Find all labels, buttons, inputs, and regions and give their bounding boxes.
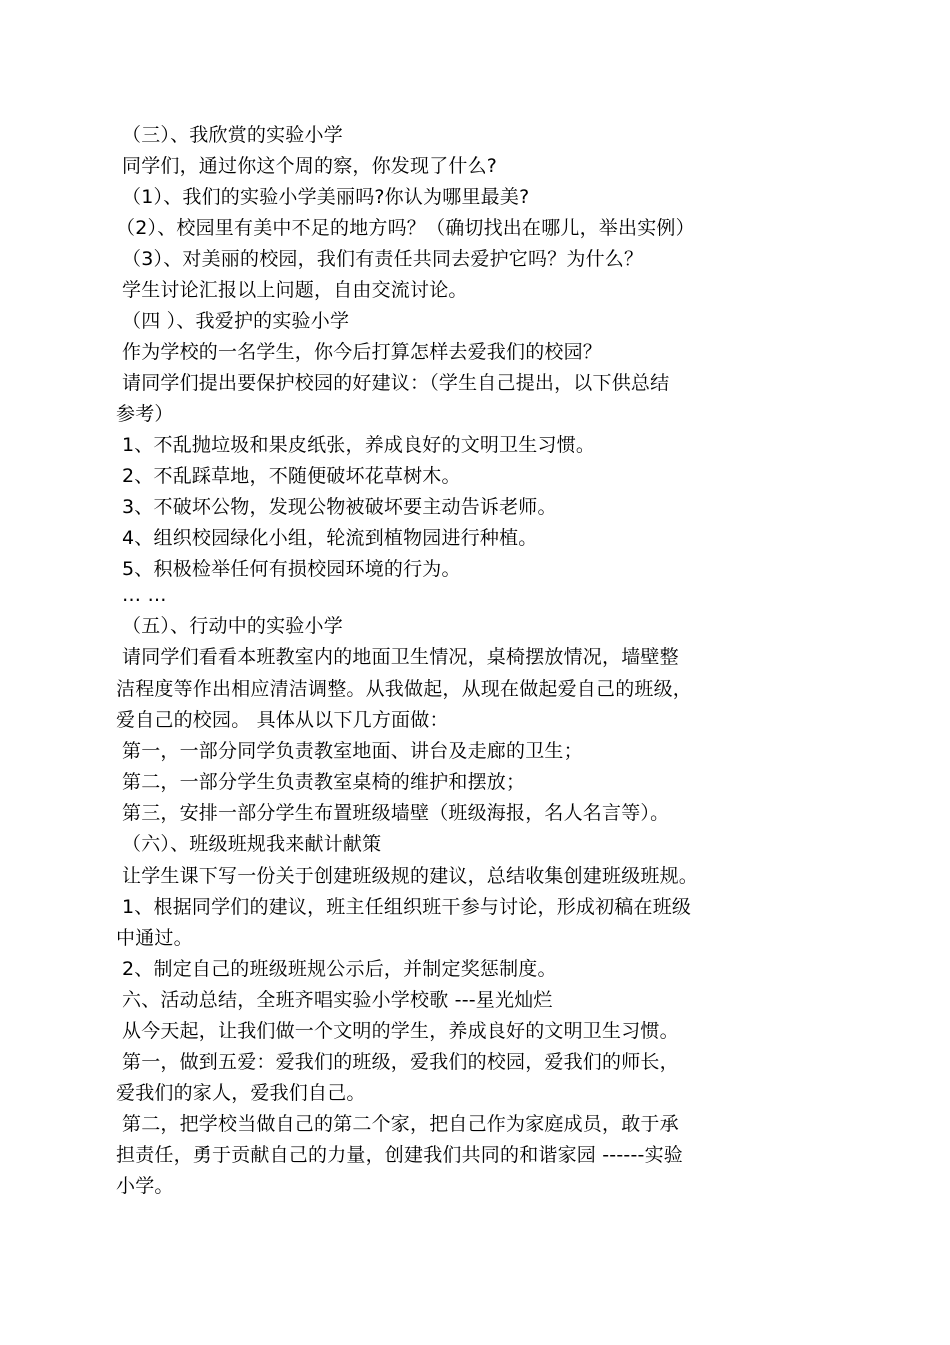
question-3: （3）、对美丽的校园，我们有责任共同去爱护它吗？为什么？	[122, 248, 644, 270]
paragraph-line: 中通过。	[116, 927, 193, 949]
suggestion-item-1: 1、不乱抛垃圾和果皮纸张，养成良好的文明卫生习惯。	[122, 434, 596, 456]
paragraph-line: 小学。	[116, 1175, 174, 1197]
action-item-1: 第一，一部分同学负责教室地面、讲台及走廊的卫生；	[122, 740, 583, 762]
suggestion-item-2: 2、不乱踩草地，不随便破坏花草树木。	[122, 465, 461, 487]
suggestion-item-4: 4、组织校园绿化小组，轮流到植物园进行种植。	[122, 527, 538, 549]
section-heading-4: （四 ）、我爱护的实验小学	[122, 310, 350, 332]
action-item-2: 第二，一部分学生负责教室桌椅的维护和摆放；	[122, 771, 526, 793]
section-heading-6: （六）、班级班规我来献计献策	[122, 833, 382, 855]
section-heading-3: （三）、我欣赏的实验小学	[122, 124, 343, 146]
paragraph-line: 学生讨论汇报以上问题，自由交流讨论。	[122, 279, 468, 301]
paragraph-line: 爱我们的家人，爱我们自己。	[116, 1082, 366, 1104]
paragraph-line: 从今天起，让我们做一个文明的学生，养成良好的文明卫生习惯。	[122, 1020, 679, 1042]
ellipsis-line: … …	[122, 584, 167, 606]
paragraph-line: 爱自己的校园。 具体从以下几方面做：	[116, 709, 449, 731]
question-1: （1）、我们的实验小学美丽吗?你认为哪里最美?	[122, 186, 530, 208]
paragraph-line: 同学们，通过你这个周的察，你发现了什么?	[122, 155, 498, 177]
paragraph-line: 请同学们看看本班教室内的地面卫生情况，桌椅摆放情况，墙壁整	[122, 646, 679, 668]
rule-item-2: 2、制定自己的班级班规公示后，并制定奖惩制度。	[122, 958, 557, 980]
paragraph-line: 担责任，勇于贡献自己的力量，创建我们共同的和谐家园 ------实验	[116, 1144, 683, 1166]
paragraph-line: 请同学们提出要保护校园的好建议：（学生自己提出，以下供总结	[122, 372, 670, 394]
question-2: （2）、校园里有美中不足的地方吗？（确切找出在哪儿，举出实例）	[116, 217, 695, 239]
suggestion-item-3: 3、不破坏公物，发现公物被破坏要主动告诉老师。	[122, 496, 557, 518]
section-heading-5: （五）、行动中的实验小学	[122, 615, 343, 637]
rule-item-1: 1、根据同学们的建议，班主任组织班干参与讨论，形成初稿在班级	[122, 896, 692, 918]
paragraph-line: 作为学校的一名学生，你今后打算怎样去爱我们的校园？	[122, 341, 603, 363]
action-item-3: 第三，安排一部分学生布置班级墙壁（班级海报，名人名言等）。	[122, 802, 670, 824]
section-heading-summary: 六、活动总结，全班齐唱实验小学校歌 ---星光灿烂	[122, 989, 553, 1011]
summary-item-1: 第一，做到五爱：爱我们的班级，爱我们的校园，爱我们的师长，	[122, 1051, 679, 1073]
paragraph-line: 参考）	[116, 403, 174, 425]
paragraph-line: 洁程度等作出相应清洁调整。从我做起，从现在做起爱自己的班级，	[116, 678, 693, 700]
paragraph-line: 让学生课下写一份关于创建班级规的建议，总结收集创建班级班规。	[122, 865, 699, 887]
summary-item-2: 第二，把学校当做自己的第二个家，把自己作为家庭成员，敢于承	[122, 1113, 679, 1135]
suggestion-item-5: 5、积极检举任何有损校园环境的行为。	[122, 558, 461, 580]
